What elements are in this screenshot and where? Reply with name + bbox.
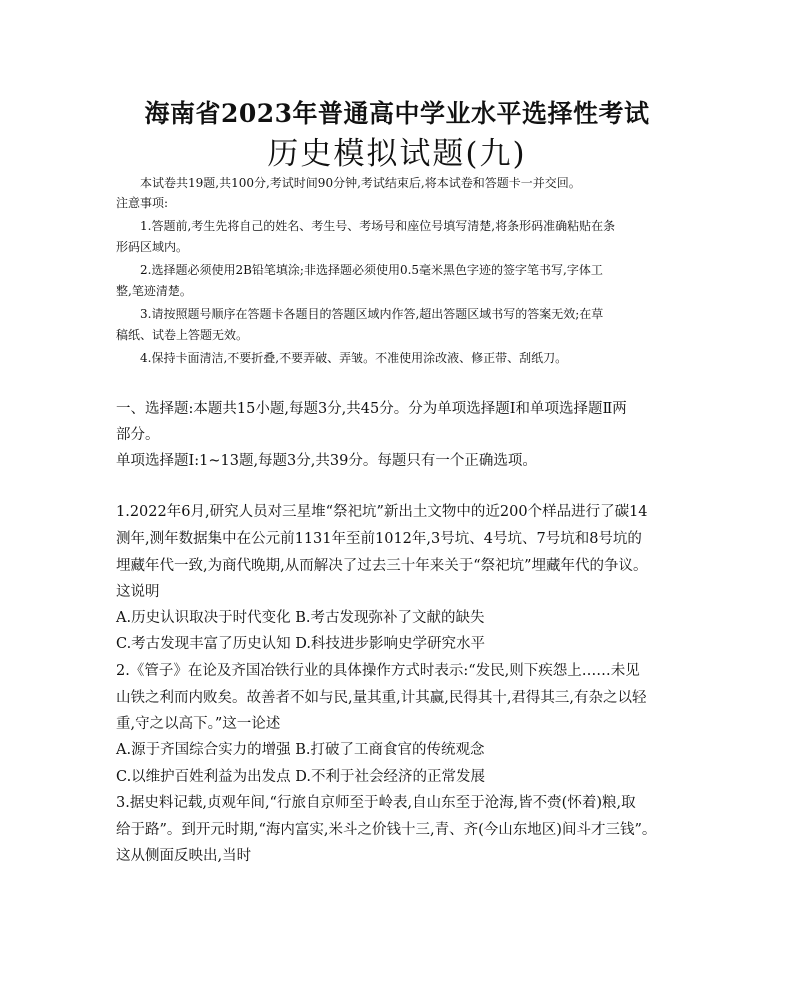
exam-intro: 本试卷共19题,共100分,考试时间90分钟,考试结束后,将本试卷和答题卡一并交回。 xyxy=(140,176,581,190)
notice-heading: 注意事项: xyxy=(116,196,169,210)
question-option-line: C.以维护百姓利益为出发点 D.不利于社会经济的正常发展 xyxy=(116,769,486,785)
question-stem-line: 这从侧面反映出,当时 xyxy=(116,848,252,864)
notice-line: 稿纸、试卷上答题无效。 xyxy=(116,328,249,342)
exam-subtitle: 历史模拟试题(九) xyxy=(267,136,527,172)
section-heading: 一、选择题:本题共15小题,每题3分,共45分。分为单项选择题Ⅰ和单项选择题Ⅱ两 xyxy=(116,401,627,417)
question-stem-line: 山铁之利而内败矣。故善者不如与民,量其重,计其赢,民得其十,君得其三,有杂之以轻 xyxy=(116,690,647,706)
notice-line: 2.选择题必须使用2B铅笔填涂;非选择题必须使用0.5毫米黑色字迹的签字笔书写,字体工 xyxy=(140,263,603,277)
section-heading-cont: 部分。 xyxy=(116,427,160,443)
notice-line: 4.保持卡面清洁,不要折叠,不要弄破、弄皱。不准使用涂改液、修正带、刮纸刀。 xyxy=(140,351,568,365)
question-stem-line: 给于路”。到开元时期,“海内富实,米斗之价钱十三,青、齐(今山东地区)间斗才三钱”。 xyxy=(116,822,657,838)
question-option-line: A.历史认识取决于时代变化 B.考古发现弥补了文献的缺失 xyxy=(116,610,485,626)
question-stem-line: 1.2022年6月,研究人员对三星堆“祭祀坑”新出土文物中的近200个样品进行了碳14 xyxy=(116,504,648,520)
question-stem-line: 埋藏年代一致,为商代晚期,从而解决了过去三十年来关于“祭祀坑”埋藏年代的争议。 xyxy=(116,558,648,574)
question-option-line: C.考古发现丰富了历史认知 D.科技进步影响史学研究水平 xyxy=(116,636,486,652)
question-stem-line: 2.《管子》在论及齐国冶铁行业的具体操作方式时表示:“发民,则下疾怨上……未见 xyxy=(116,663,640,679)
notice-line: 1.答题前,考生先将自己的姓名、考生号、考场号和座位号填写清楚,将条形码准确粘贴在条 xyxy=(140,219,616,233)
notice-line: 形码区域内。 xyxy=(116,240,189,254)
question-stem-line: 测年,测年数据集中在公元前1131年至前1012年,3号坑、4号坑、7号坑和8号坑的 xyxy=(116,531,642,547)
question-stem-line: 这说明 xyxy=(116,584,160,600)
question-option-line: A.源于齐国综合实力的增强 B.打破了工商食官的传统观念 xyxy=(116,742,485,758)
exam-title: 海南省2023年普通高中学业水平选择性考试 xyxy=(144,99,650,128)
section-subheading: 单项选择题Ⅰ:1~13题,每题3分,共39分。每题只有一个正确选项。 xyxy=(116,453,537,469)
question-stem-line: 重,守之以高下。”这一论述 xyxy=(116,716,281,732)
question-stem-line: 3.据史料记载,贞观年间,“行旅自京师至于岭表,自山东至于沧海,皆不赍(怀着)粮,取 xyxy=(116,795,636,811)
notice-line: 整,笔迹清楚。 xyxy=(116,284,192,298)
notice-line: 3.请按照题号顺序在答题卡各题目的答题区域内作答,超出答题区域书写的答案无效;在草 xyxy=(140,307,604,321)
